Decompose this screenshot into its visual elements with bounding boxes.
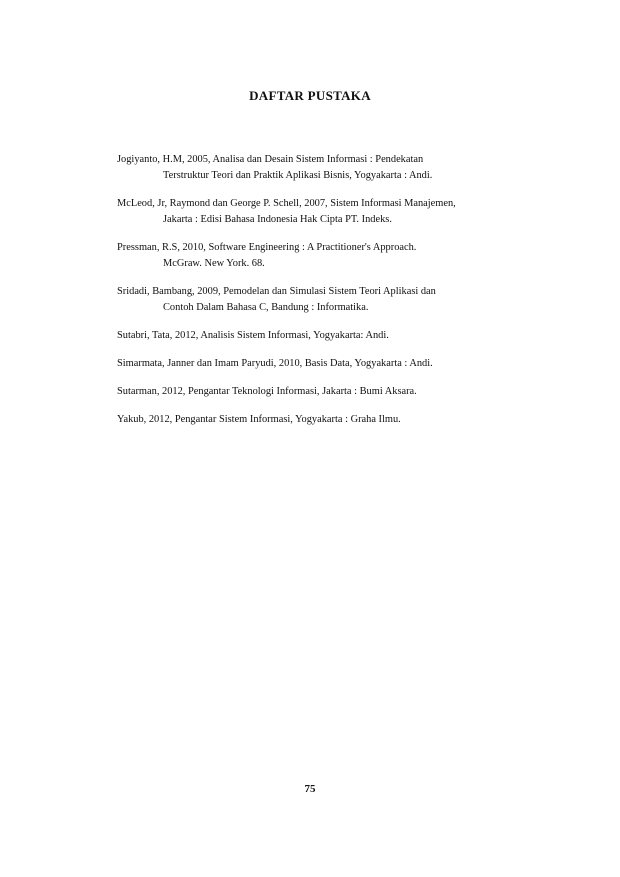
reference-line: Pressman, R.S, 2010, Software Engineering : A Practitioner's Approach.: [117, 242, 417, 253]
reference-line: Jogiyanto, H.M, 2005, Analisa dan Desain Sistem Informasi : Pendekatan: [117, 154, 424, 165]
reference-line-continuation: Terstruktur Teori dan Praktik Aplikasi Bisnis, Yogyakarta : Andi.: [163, 170, 433, 181]
reference-item: [117, 356, 517, 372]
reference-line: Yakub, 2012, Pengantar Sistem Informasi, Yogyakarta : Graha Ilmu.: [117, 414, 401, 425]
reference-line-continuation: Contoh Dalam Bahasa C, Bandung : Informatika.: [163, 302, 369, 313]
reference-item: [117, 240, 517, 272]
reference-line: Sutabri, Tata, 2012, Analisis Sistem Informasi, Yogyakarta: Andi.: [117, 330, 389, 341]
reference-list: [117, 152, 517, 440]
reference-line: Simarmata, Janner dan Imam Paryudi, 2010, Basis Data, Yogyakarta : Andi.: [117, 358, 433, 369]
reference-item: [117, 196, 517, 228]
reference-line: McLeod, Jr, Raymond dan George P. Schell, 2007, Sistem Informasi Manajemen,: [117, 198, 456, 209]
reference-item: [117, 384, 517, 400]
reference-item: [117, 284, 517, 316]
page-title: DAFTAR PUSTAKA: [249, 88, 371, 103]
reference-item: [117, 412, 517, 428]
reference-line: Sridadi, Bambang, 2009, Pemodelan dan Simulasi Sistem Teori Aplikasi dan: [117, 286, 436, 297]
reference-item: [117, 152, 517, 184]
reference-line-continuation: McGraw. New York. 68.: [163, 258, 265, 269]
reference-line-continuation: Jakarta : Edisi Bahasa Indonesia Hak Cipta PT. Indeks.: [163, 214, 392, 225]
reference-item: [117, 328, 517, 344]
reference-line: Sutarman, 2012, Pengantar Teknologi Informasi, Jakarta : Bumi Aksara.: [117, 386, 417, 397]
page-number: 75: [304, 783, 316, 795]
